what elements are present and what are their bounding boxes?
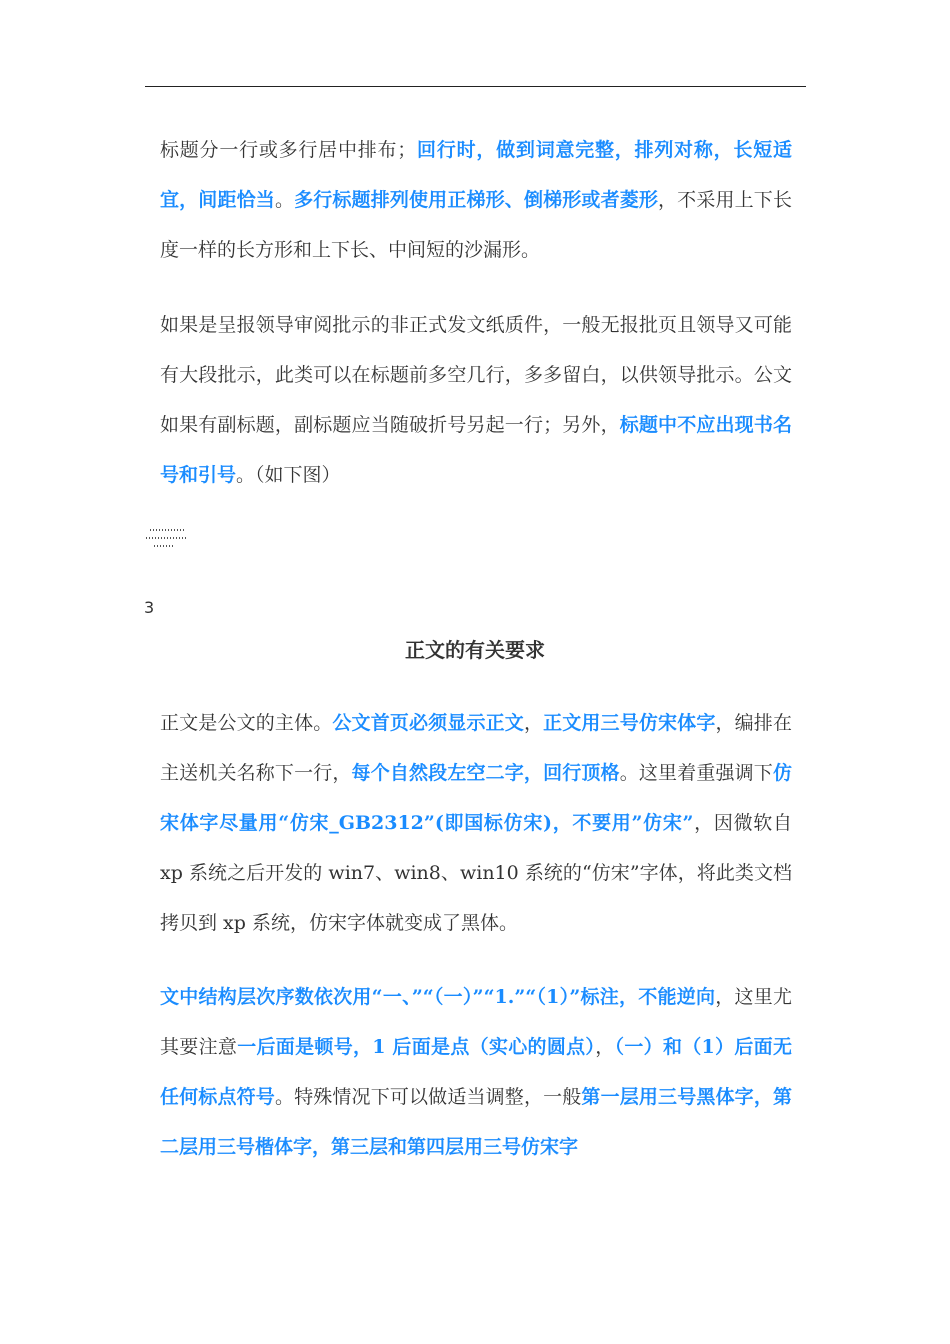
thumbnail-image-icon bbox=[146, 524, 188, 562]
highlight-run: 正文用三号仿宋体字 bbox=[543, 712, 716, 734]
text-run: ，不采用上下长度一样的长方形和上下长、中间短的沙漏形。 bbox=[160, 189, 792, 261]
paragraph-informal-document bbox=[160, 300, 792, 500]
header-rule bbox=[145, 86, 806, 87]
paragraph-title-layout bbox=[160, 125, 792, 275]
highlight-run: 标题中不应出现书名号和引号 bbox=[160, 414, 792, 486]
text-run: ，因微软自 xp 系统之后开发的 win7、win8、win10 系统的“仿宋”字体，将此类文档拷贝到 xp 系统，仿宋字体就变成了黑体。 bbox=[160, 812, 792, 934]
highlight-run: 多行标题排列使用正梯形、倒梯形或者菱形 bbox=[294, 189, 659, 211]
text-run: 如果是呈报领导审阅批示的非正式发文纸质件，一般无报批页且领导又可能有大段批示，此类可以在标题前多空几行，多多留白，以供领导批示。公文如果有副标题，副标题应当随破折号另起一行；另外， bbox=[160, 314, 792, 436]
page-number: 3 bbox=[144, 598, 155, 617]
text-run: 。这里着重强调下 bbox=[619, 762, 773, 784]
text-run: 。特殊情况下可以做适当调整，一般 bbox=[274, 1086, 582, 1108]
section-heading: 正文的有关要求 bbox=[405, 638, 545, 662]
text-run: ，这里尤其要注意 bbox=[160, 986, 792, 1058]
highlight-run: 仿宋体字尽量用“仿宋_GB2312”(即国标仿宋)，不要用”仿宋” bbox=[160, 762, 792, 834]
text-run: ，编排在主送机关名称下一行， bbox=[160, 712, 792, 784]
text-run: ， bbox=[523, 712, 544, 734]
text-run: 标题分一行或多行居中排布； bbox=[160, 139, 417, 161]
text-run: 。（如下图） bbox=[236, 464, 341, 486]
paragraph-structure-numbering bbox=[160, 972, 792, 1172]
highlight-run: 第一层用三号黑体字，第二层用三号楷体字，第三层和第四层用三号仿宋字 bbox=[160, 1086, 792, 1158]
text-run: ， bbox=[595, 1036, 615, 1058]
highlight-run: 每个自然段左空二字，回行顶格 bbox=[351, 762, 620, 784]
highlight-run: 一后面是顿号，1 后面是点（实心的圆点） bbox=[237, 1036, 596, 1058]
text-run: 正文是公文的主体。 bbox=[160, 712, 333, 734]
text-run: 。 bbox=[274, 189, 295, 211]
highlight-run: （一）和（1）后面无任何标点符号 bbox=[160, 1036, 792, 1108]
highlight-run: 文中结构层次序数依次用“一、”“（一）”“1.”“（1）”标注，不能逆向 bbox=[160, 986, 716, 1008]
highlight-run: 公文首页必须显示正文 bbox=[332, 712, 524, 734]
highlight-run: 回行时，做到词意完整，排列对称，长短适宜，间距恰当 bbox=[160, 139, 792, 211]
paragraph-body-requirements bbox=[160, 698, 792, 948]
